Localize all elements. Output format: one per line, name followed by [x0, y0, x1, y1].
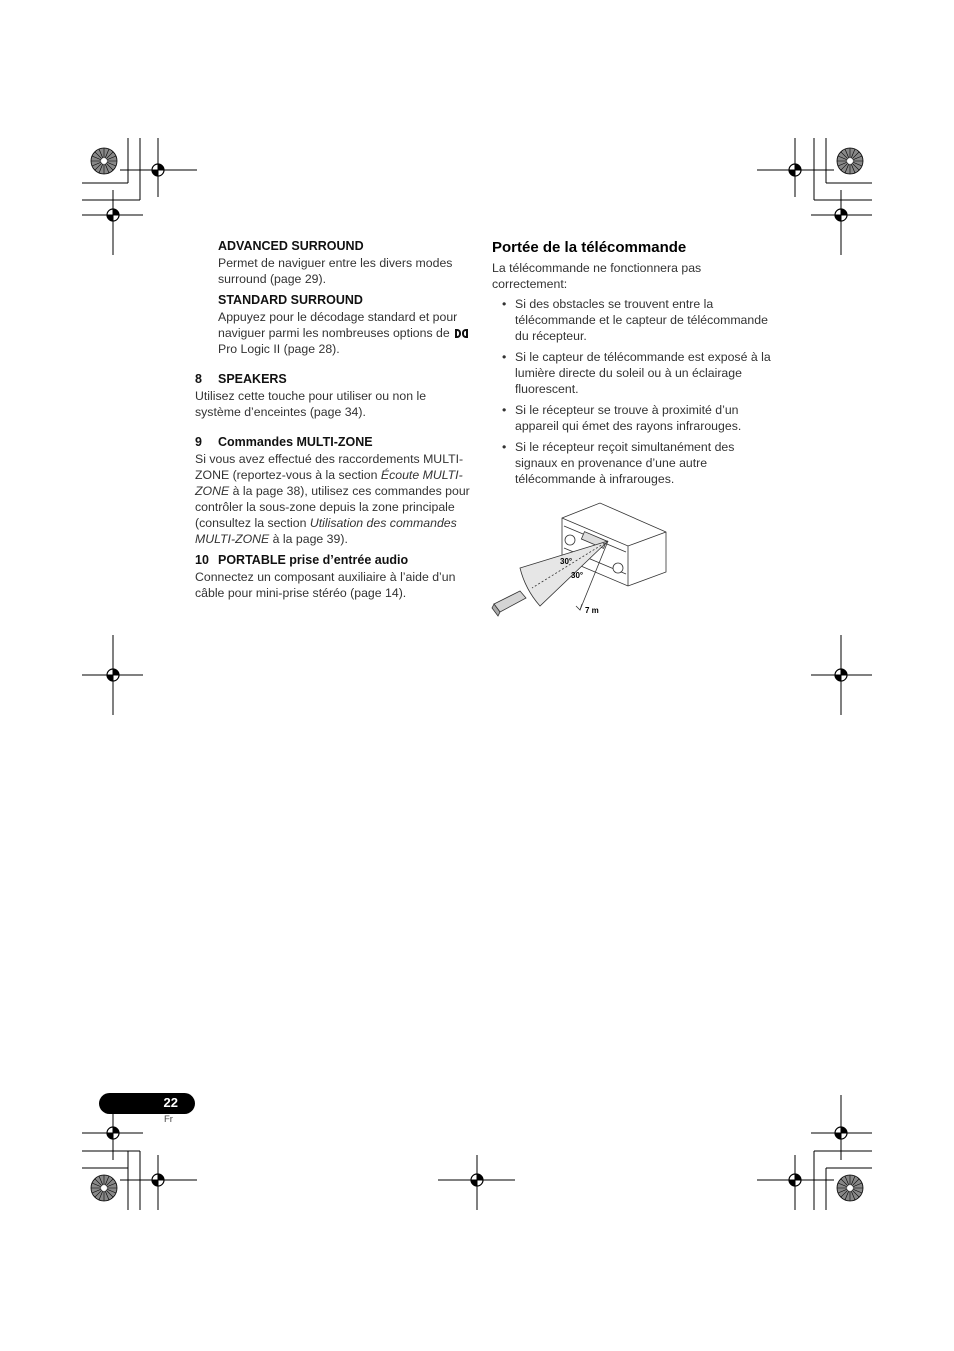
- left-column: [195, 238, 471, 606]
- item-10-heading: [195, 552, 471, 568]
- bullet-icon: •: [502, 350, 507, 364]
- section-intro: La télécommande ne fonctionnera pas correctement:: [492, 261, 702, 291]
- item-9-text-part-2: à la page 38), utilisez ces commandes pour contrôler la sous-zone depuis la zone principale (consultez la section: [195, 484, 470, 530]
- list-item-text: Si des obstacles se trouvent entre la télécommande et le capteur de télécommande du récepteur.: [515, 297, 768, 343]
- list-item: [492, 349, 772, 397]
- list-item: [492, 439, 772, 487]
- item-9-text-part-3: à la page 39).: [269, 532, 348, 546]
- bullet-icon: •: [502, 440, 507, 454]
- item-9-reference-2: Utilisation des commandes MULTI-ZONE: [195, 516, 457, 546]
- item-10-title: PORTABLE prise d’entrée audio: [218, 553, 409, 567]
- item-9-title: Commandes MULTI-ZONE: [218, 435, 373, 449]
- item-8-text: Utilisez cette touche pour utiliser ou non le système d’enceintes (page 34).: [195, 389, 427, 419]
- right-column: [492, 238, 772, 492]
- angle-label-1: 30°: [560, 557, 573, 566]
- bullet-icon: •: [502, 297, 507, 311]
- angle-label-2: 30°: [571, 571, 584, 580]
- advanced-surround-section: [195, 238, 471, 287]
- list-item-text: Si le récepteur se trouve à proximité d’un appareil qui émet des rayons infrarouges.: [515, 403, 742, 433]
- dolby-double-d-icon: [455, 329, 468, 338]
- list-item: [492, 296, 772, 344]
- standard-surround-title: STANDARD SURROUND: [218, 293, 363, 307]
- language-code: Fr: [164, 1114, 173, 1125]
- item-10-text: Connectez un composant auxiliaire à l’aide d’un câble pour mini-prise stéréo (page 14).: [195, 570, 456, 600]
- item-9-heading: [195, 434, 471, 450]
- page-number-badge: [99, 1093, 195, 1114]
- list-item-text: Si le capteur de télécommande est exposé à la lumière directe du soleil ou à un éclairage fluorescent.: [515, 350, 771, 396]
- item-9-text: [195, 451, 471, 547]
- remote-range-diagram: [490, 500, 670, 622]
- item-10-section: [195, 552, 471, 601]
- list-item-text: Si le récepteur reçoit simultanément des signaux en provenance d’une autre télécommande à infrarouges.: [515, 440, 735, 486]
- list-item: [492, 402, 772, 434]
- page-number: 22: [163, 1095, 178, 1110]
- item-9-reference-1: Écoute MULTI-ZONE: [195, 468, 463, 498]
- item-8-section: [195, 371, 471, 420]
- bullet-list: [492, 296, 772, 487]
- item-8-heading: [195, 371, 471, 387]
- standard-surround-text-before: Appuyez pour le décodage standard et pour naviguer parmi les nombreuses options de: [218, 310, 458, 340]
- item-8-number: 8: [195, 372, 202, 386]
- item-9-number: 9: [195, 435, 202, 449]
- item-8-title: SPEAKERS: [218, 372, 287, 386]
- standard-surround-text: [218, 309, 471, 357]
- advanced-surround-text: Permet de naviguer entre les divers modes surround (page 29).: [218, 256, 453, 286]
- item-10-number: 10: [195, 553, 209, 567]
- standard-surround-text-after: Pro Logic II (page 28).: [218, 342, 340, 356]
- bullet-icon: •: [502, 403, 507, 417]
- advanced-surround-title: ADVANCED SURROUND: [218, 239, 364, 253]
- item-9-text-part-1: Si vous avez effectué des raccordements MULTI-ZONE (reportez-vous à la section: [195, 452, 464, 482]
- remote-control-icon: [492, 591, 526, 616]
- section-title: Portée de la télécommande: [492, 239, 687, 256]
- standard-surround-section: [195, 292, 471, 357]
- item-9-section: [195, 434, 471, 547]
- distance-label: 7 m: [585, 606, 599, 615]
